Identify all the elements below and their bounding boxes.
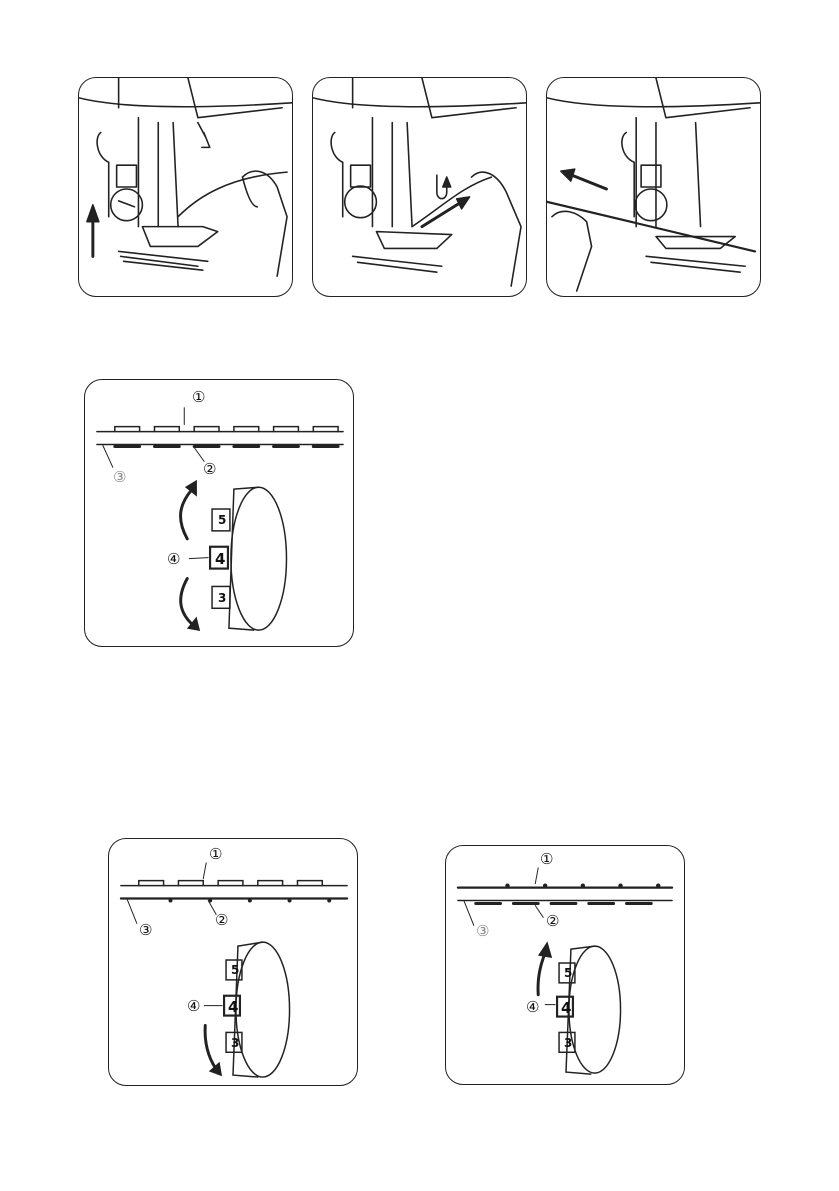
dial-number-4-selected: 4 xyxy=(561,999,572,1017)
thread-under-foot-illustration xyxy=(313,78,526,296)
pull-thread-back-illustration xyxy=(547,78,760,296)
callout-fabric: ③ xyxy=(476,922,490,940)
callout-lower-thread: ② xyxy=(215,911,229,929)
dial-number-5: 5 xyxy=(218,513,227,527)
threading-step-2-panel xyxy=(312,77,527,297)
callout-upper-thread: ① xyxy=(540,850,554,868)
tension-loose-panel xyxy=(445,845,685,1085)
callout-fabric: ③ xyxy=(113,468,127,486)
callout-tension-dial: ④ xyxy=(187,997,201,1015)
callout-fabric: ③ xyxy=(139,921,153,939)
upper-thread-stitches xyxy=(115,427,338,432)
callout-lower-thread: ② xyxy=(203,460,217,478)
threading-step-3-panel xyxy=(546,77,761,297)
callout-tension-dial: ④ xyxy=(167,550,181,568)
dial-number-3: 3 xyxy=(231,1036,240,1050)
callout-lower-thread: ② xyxy=(546,912,560,930)
dial-number-3: 3 xyxy=(564,1036,573,1050)
callout-tension-dial: ④ xyxy=(526,998,540,1016)
callout-upper-thread: ① xyxy=(192,388,206,406)
tension-balanced-panel xyxy=(84,379,354,647)
threading-step-1-panel xyxy=(78,77,293,297)
dial-number-5: 5 xyxy=(231,963,240,977)
dial-number-5: 5 xyxy=(564,966,573,980)
callout-upper-thread: ① xyxy=(209,845,223,863)
presser-foot-lift-illustration xyxy=(79,78,292,296)
tension-tight-panel xyxy=(108,838,358,1086)
dial-number-4-selected: 4 xyxy=(228,998,239,1016)
dial-number-3: 3 xyxy=(218,591,227,605)
dial-number-4-selected: 4 xyxy=(215,550,226,568)
